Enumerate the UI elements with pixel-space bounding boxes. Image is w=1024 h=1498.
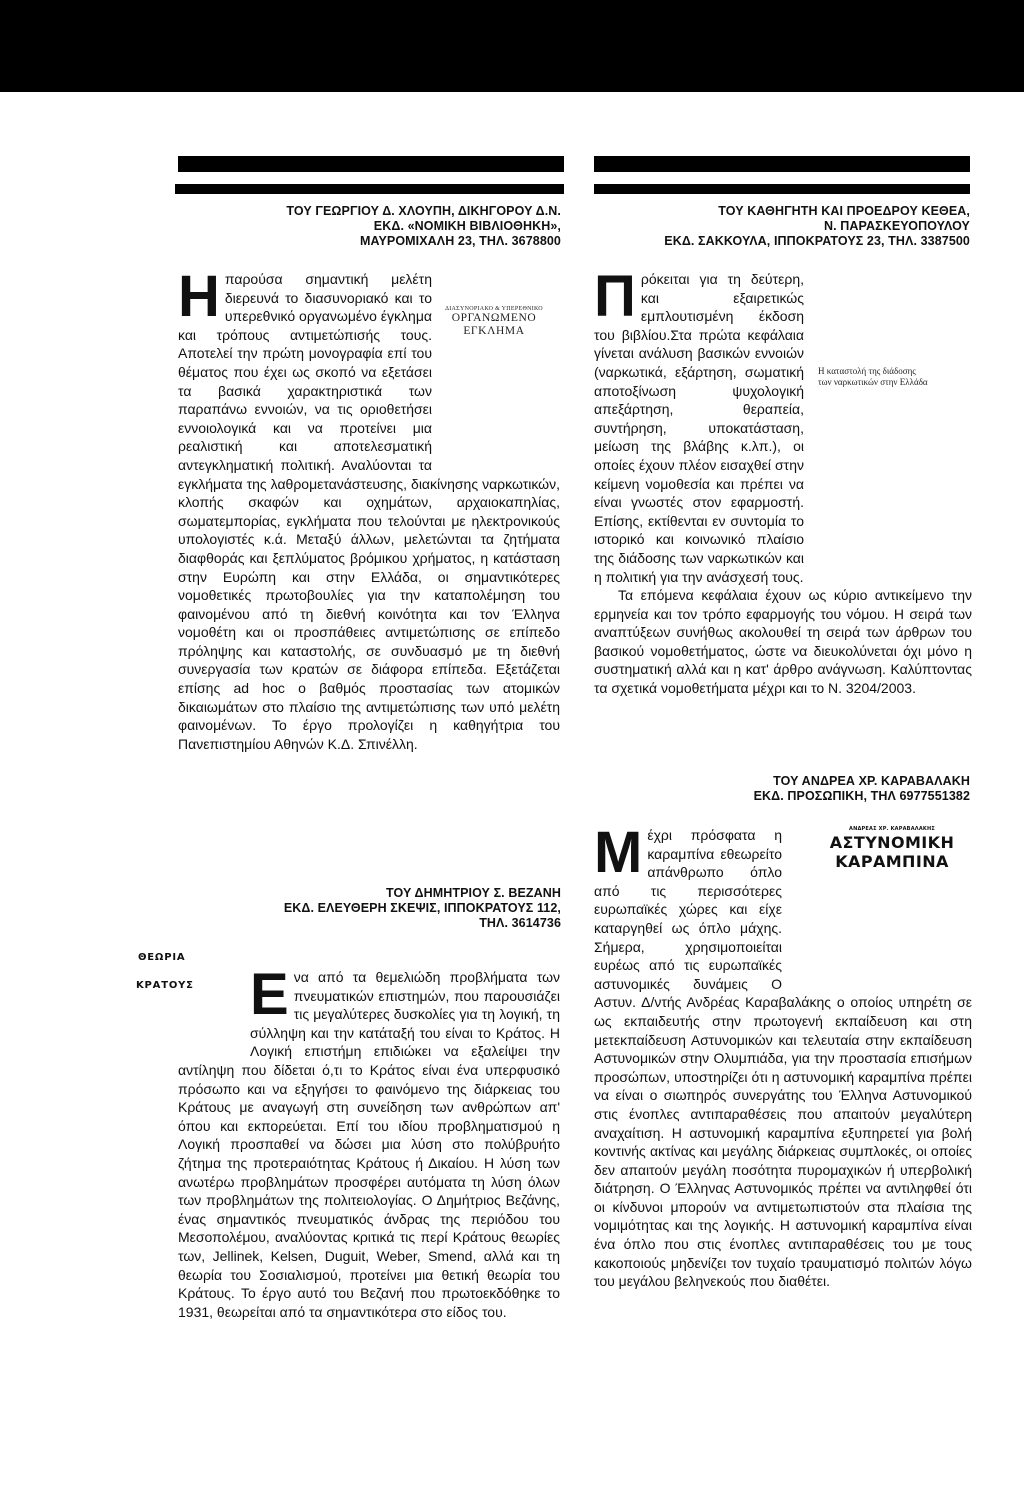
review4-body [594, 820, 972, 1291]
review2-cover-title-1: Η καταστολή της διάδοσης [818, 366, 916, 376]
review2-text-2: Τα επόμενα κεφάλαια έχουν ως κύριο αντικείμενο την ερμηνεία και τον τρόπο εφαρμογής του νόμου. Η σειρά των αναπτύξεων συνήθως ακολουθεί τη σειρά των άρθρων του βασικού νομοθετήματος, ώστε να διευκολύνεται όχι μόνο η συστηματική αλλά και η κατ' άρθρο ανάγνωση. Καλύπτοντας τα σχετικά νομοθετήματα μέχρι και το Ν. 3204/2003. [594, 587, 972, 697]
section-band-left-lower [175, 184, 564, 194]
review2-cover-title-2: των ναρκωτικών στην Ελλάδα [818, 377, 928, 387]
review3-cover-title-1: ΘΕΩΡΙΑ [138, 952, 186, 963]
review4-publisher: ΕΚΔ. ΠΡΟΣΩΠΙΚΗ, ΤΗΛ 6977551382 [753, 789, 970, 803]
review3-text: να από τα θεμελιώδη προβλήματα των πνευματικών επιστημών, που παρουσιάζει τις μεγαλύτερες δυσκολίες για τη λογική, τη σύλληψη και την κατάταξή του είναι το Κράτος. Η Λογική επιστήμη επιδιώκει να εξαλείψει την αντίληψη που δίδεται ό,τι το Κράτος είναι ένα υπερφυσικό πρόσωπο και να εξηγήσει το φαινόμενο της διάρκειας του Κράτους με αναγωγή στη συνείδηση των ανθρώπων απ' όπου και εκπορεύεται. Επί του ιδίου προβληματισμού η Λογική προσπαθεί να δώσει μια λύση στο πολύβρυήτο ζήτημα της προτεραιότητας Κράτους ή Δικαίου. Η λύση των ανωτέρω προβλημάτων προσφέρει αυτόματα τη λύση όλων των προβλημάτων της πολιτειολογίας. Ο Δημήτριος Βεζάνης, ένας σημαντικός πνευματικός άνδρας της περιόδου του Μεσοπολέμου, αναλύοντας κριτικά τις περί Κράτους θεωρίες των, Jellinek, Kelsen, Duguit, Weber, Smend, αλλά και τη θεωρία του Σοσιαλισμού, προτείνει μια θετική θεωρία του Κράτους. Το έργο αυτό του Βεζανή που πρωτοεκδόθηκε το 1931, θεωρείται από τα σημαντικότερα στο είδος του. [178, 969, 560, 1320]
review2-publisher: ΕΚΔ. ΣΑΚΚΟΥΛΑ, ΙΠΠΟΚΡΑΤΟΥΣ 23, ΤΗΛ. 3387500 [664, 234, 970, 248]
review3-cover-title-2: ΚΡΑΤΟΥΣ [136, 980, 194, 991]
review2-dropcap: Π [594, 264, 636, 329]
review4-cover-title-2: ΚΑΡΑΜΠΙΝΑ [835, 852, 949, 871]
review3-author: ΤΟΥ ΔΗΜΗΤΡΙΟΥ Σ. ΒΕΖΑΝΗ [385, 886, 561, 900]
review2-author-name: Ν. ΠΑΡΑΣΚΕΥΟΠΟΥΛΟΥ [823, 219, 970, 233]
review2-credit [594, 204, 970, 249]
review1-cover-title-1: ΟΡΓΑΝΩΜΕΝΟ [451, 312, 537, 324]
review4-text: έχρι πρόσφατα η καραμπίνα εθεωρείτο απάνθρωπο όπλο από τις περισσότερες ευρωπαϊκές χώρες και είχε καταργηθεί ως όπλο μάχης. Σήμερα, χρησιμοποιείται ευρέως από τις ευρωπαϊκές αστυνομικές δυνάμεις Ο Αστυν. Δ/ντής Ανδρέας Καραβαλάκης ο οποίος υπηρέτη σε ως εκπαιδευτής στην πρωτογενή εκπαίδευση και στη μετεκπαίδευση Αστυνομικών και τελευταία στην εκπαίδευση Αστυνομικών στην Ολυμπιάδα, για την προστασία επισήμων προσώπων, υποστηρίζει ότι η αστυνομική καραμπίνα πρέπει να είναι ο σιωπηρός συνεργάτης του Έλληνα Αστυνομικού στις ένοπλες αντιπαραθέσεις που απαιτούν μεγαλύτερη αναχαίτιση. Η αστυνομική καραμπίνα εξυπηρετεί για βολή κοντινής ακτίνας και μεγάλης διάρκειας συμπλοκές, οι οποίες δεν απαιτούν μεγάλη ποσότητα πυρομαχικών ή υπερβολική διάτρηση. Ο Έλληνας Αστυνομικός πρέπει να αντιληφθεί ότι οι κίνδυνοι μπορούν να αντιμετωπιστούν στα πλαίσια της νομιμότητας και της λογικής. Η αστυνομική καραμπίνα είναι ένα όπλο που στις ένοπλες αντιπαραθέσεις του με τους κακοποιούς μηδενίζει τον τυχαίο τραυματισμό πολιτών λόγω του μεγάλου βεληνεκούς που διαθέτει. [594, 827, 972, 1290]
review3-phone: ΤΗΛ. 3614736 [479, 916, 561, 930]
review3-cover-space [178, 968, 250, 1060]
review1-dropcap: Η [178, 264, 220, 329]
review3-credit [200, 886, 561, 931]
review1-text: παρούσα σημαντική μελέτη διερευνά το διασυνοριακό και το υπερεθνικό οργανωμένο έγκλημα και τρόπους αντιμετώπισής τους. Αποτελεί την πρώτη μονογραφία επί του θέματος που έχει ως σκοπό να εξετάσει τα βασικά χαρακτηριστικά των παραπάνω εννοιών, να τις οριοθετήσει εννοιολογικά και να προτείνει μια ρεαλιστική και αποτελεσματική αντεγκληματική πολιτική. Αναλύονται τα εγκλήματα της λαθρομετανάστευσης, διακίνησης ναρκωτικών, κλοπής σκαφών και οχημάτων, αρχαιοκαπηλίας, σωματεμπορίας, εγκλήματα που τελούνται με ηλεκτρονικούς υπολογιστές κ.ά. Μεταξύ άλλων, μελετώνται τα ζητήματα διαφθοράς και ξεπλύματος βρόμικου χρήματος, η κατάσταση στην Ευρώπη και στην Ελλάδα, οι σημαντικότερες νομοθετικές πρωτοβουλίες για την καταπολέμηση του φαινομένου από τη διεθνή κοινότητα και τον Έλληνα νομοθέτη και οι προσπάθειες αντιμετώπισης σε επίπεδο πρόληψης και καταστολής, σε συνδυασμό με τη διεθνή συνεργασία των κρατών σε διάφορα επίπεδα. Εξετάζεται επίσης ad hoc ο βαθμός προστασίας των ατομικών δικαιωμάτων στο πλαίσιο της αντιμετώπισης των υπό μελέτη φαινομένων. Το έργο προλογίζει η καθηγήτρια του Πανεπιστημίου Αθηνών Κ.Δ. Σπινέλλη. [178, 271, 560, 752]
section-band-right-lower [594, 184, 970, 194]
section-band-right [594, 156, 970, 172]
review2-author: ΤΟΥ ΚΑΘΗΓΗΤΗ ΚΑΙ ΠΡΟΕΔΡΟΥ ΚΕΘΕΑ, [718, 204, 970, 218]
review1-body [178, 264, 560, 753]
header-bar [0, 0, 1024, 92]
review3-publisher: ΕΚΔ. ΕΛΕΥΘΕΡΗ ΣΚΕΨΙΣ, ΙΠΠΟΚΡΑΤΟΥΣ 112, [283, 901, 561, 915]
review1-cover-top: ΔΙΑΣΥΝΟΡΙΑΚΟ & ΥΠΕΡΕΘΝΙΚΟ [445, 306, 543, 312]
review1-publisher: ΕΚΔ. «ΝΟΜΙΚΗ ΒΙΒΛΙΟΘΗΚΗ», [373, 219, 561, 233]
review1-cover-title-2: ΕΓΚΛΗΜΑ [463, 325, 525, 337]
review1-credit [200, 204, 561, 249]
review3-dropcap: Ε [250, 962, 289, 1027]
review2-body [594, 264, 972, 698]
review1-author: ΤΟΥ ΓΕΩΡΓΙΟΥ Δ. ΧΛΟΥΠΗ, ΔΙΚΗΓΟΡΟΥ Δ.Ν. [286, 204, 561, 218]
review4-cover-author: ΑΝΔΡΕΑΣ ΧΡ. ΚΑΡΑΒΑΛΑΚΗΣ [849, 826, 935, 832]
review4-dropcap: Μ [594, 820, 643, 885]
review1-address: ΜΑΥΡΟΜΙΧΑΛΗ 23, ΤΗΛ. 3678800 [359, 234, 561, 248]
review4-author: ΤΟΥ ΑΝΔΡΕΑ ΧΡ. ΚΑΡΑΒΑΛΑΚΗ [773, 774, 970, 788]
review3-body [178, 962, 560, 1321]
review4-cover-title-1: ΑΣΤΥΝΟΜΙΚΗ [829, 833, 955, 852]
review2-text: ρόκειται για τη δεύτερη, και εξαιρετικώς εμπλουτισμένη έκδοση του βιβλίου.Στα πρώτα κεφάλαια γίνεται ανάλυση βασικών εννοιών (ναρκωτικά, εξάρτηση, σωματική αποτοξίνωση ψυχολογική απεξάρτηση, θεραπεία, συντήρηση, υποκατάσταση, μείωση της βλάβης κ.λπ.), οι οποίες έχουν πλέον εισαχθεί στην κείμενη νομοθεσία και πρέπει να είναι γνωστές στον εφαρμοστή. Επίσης, εκτίθενται εν συντομία το ιστορικό και κοινωνικό πλαίσιο της διάδοσης των ναρκωτικών και η πολιτική για την ανάσχεσή τους. [594, 271, 804, 585]
section-band-left [178, 156, 564, 172]
review4-credit [594, 774, 970, 804]
